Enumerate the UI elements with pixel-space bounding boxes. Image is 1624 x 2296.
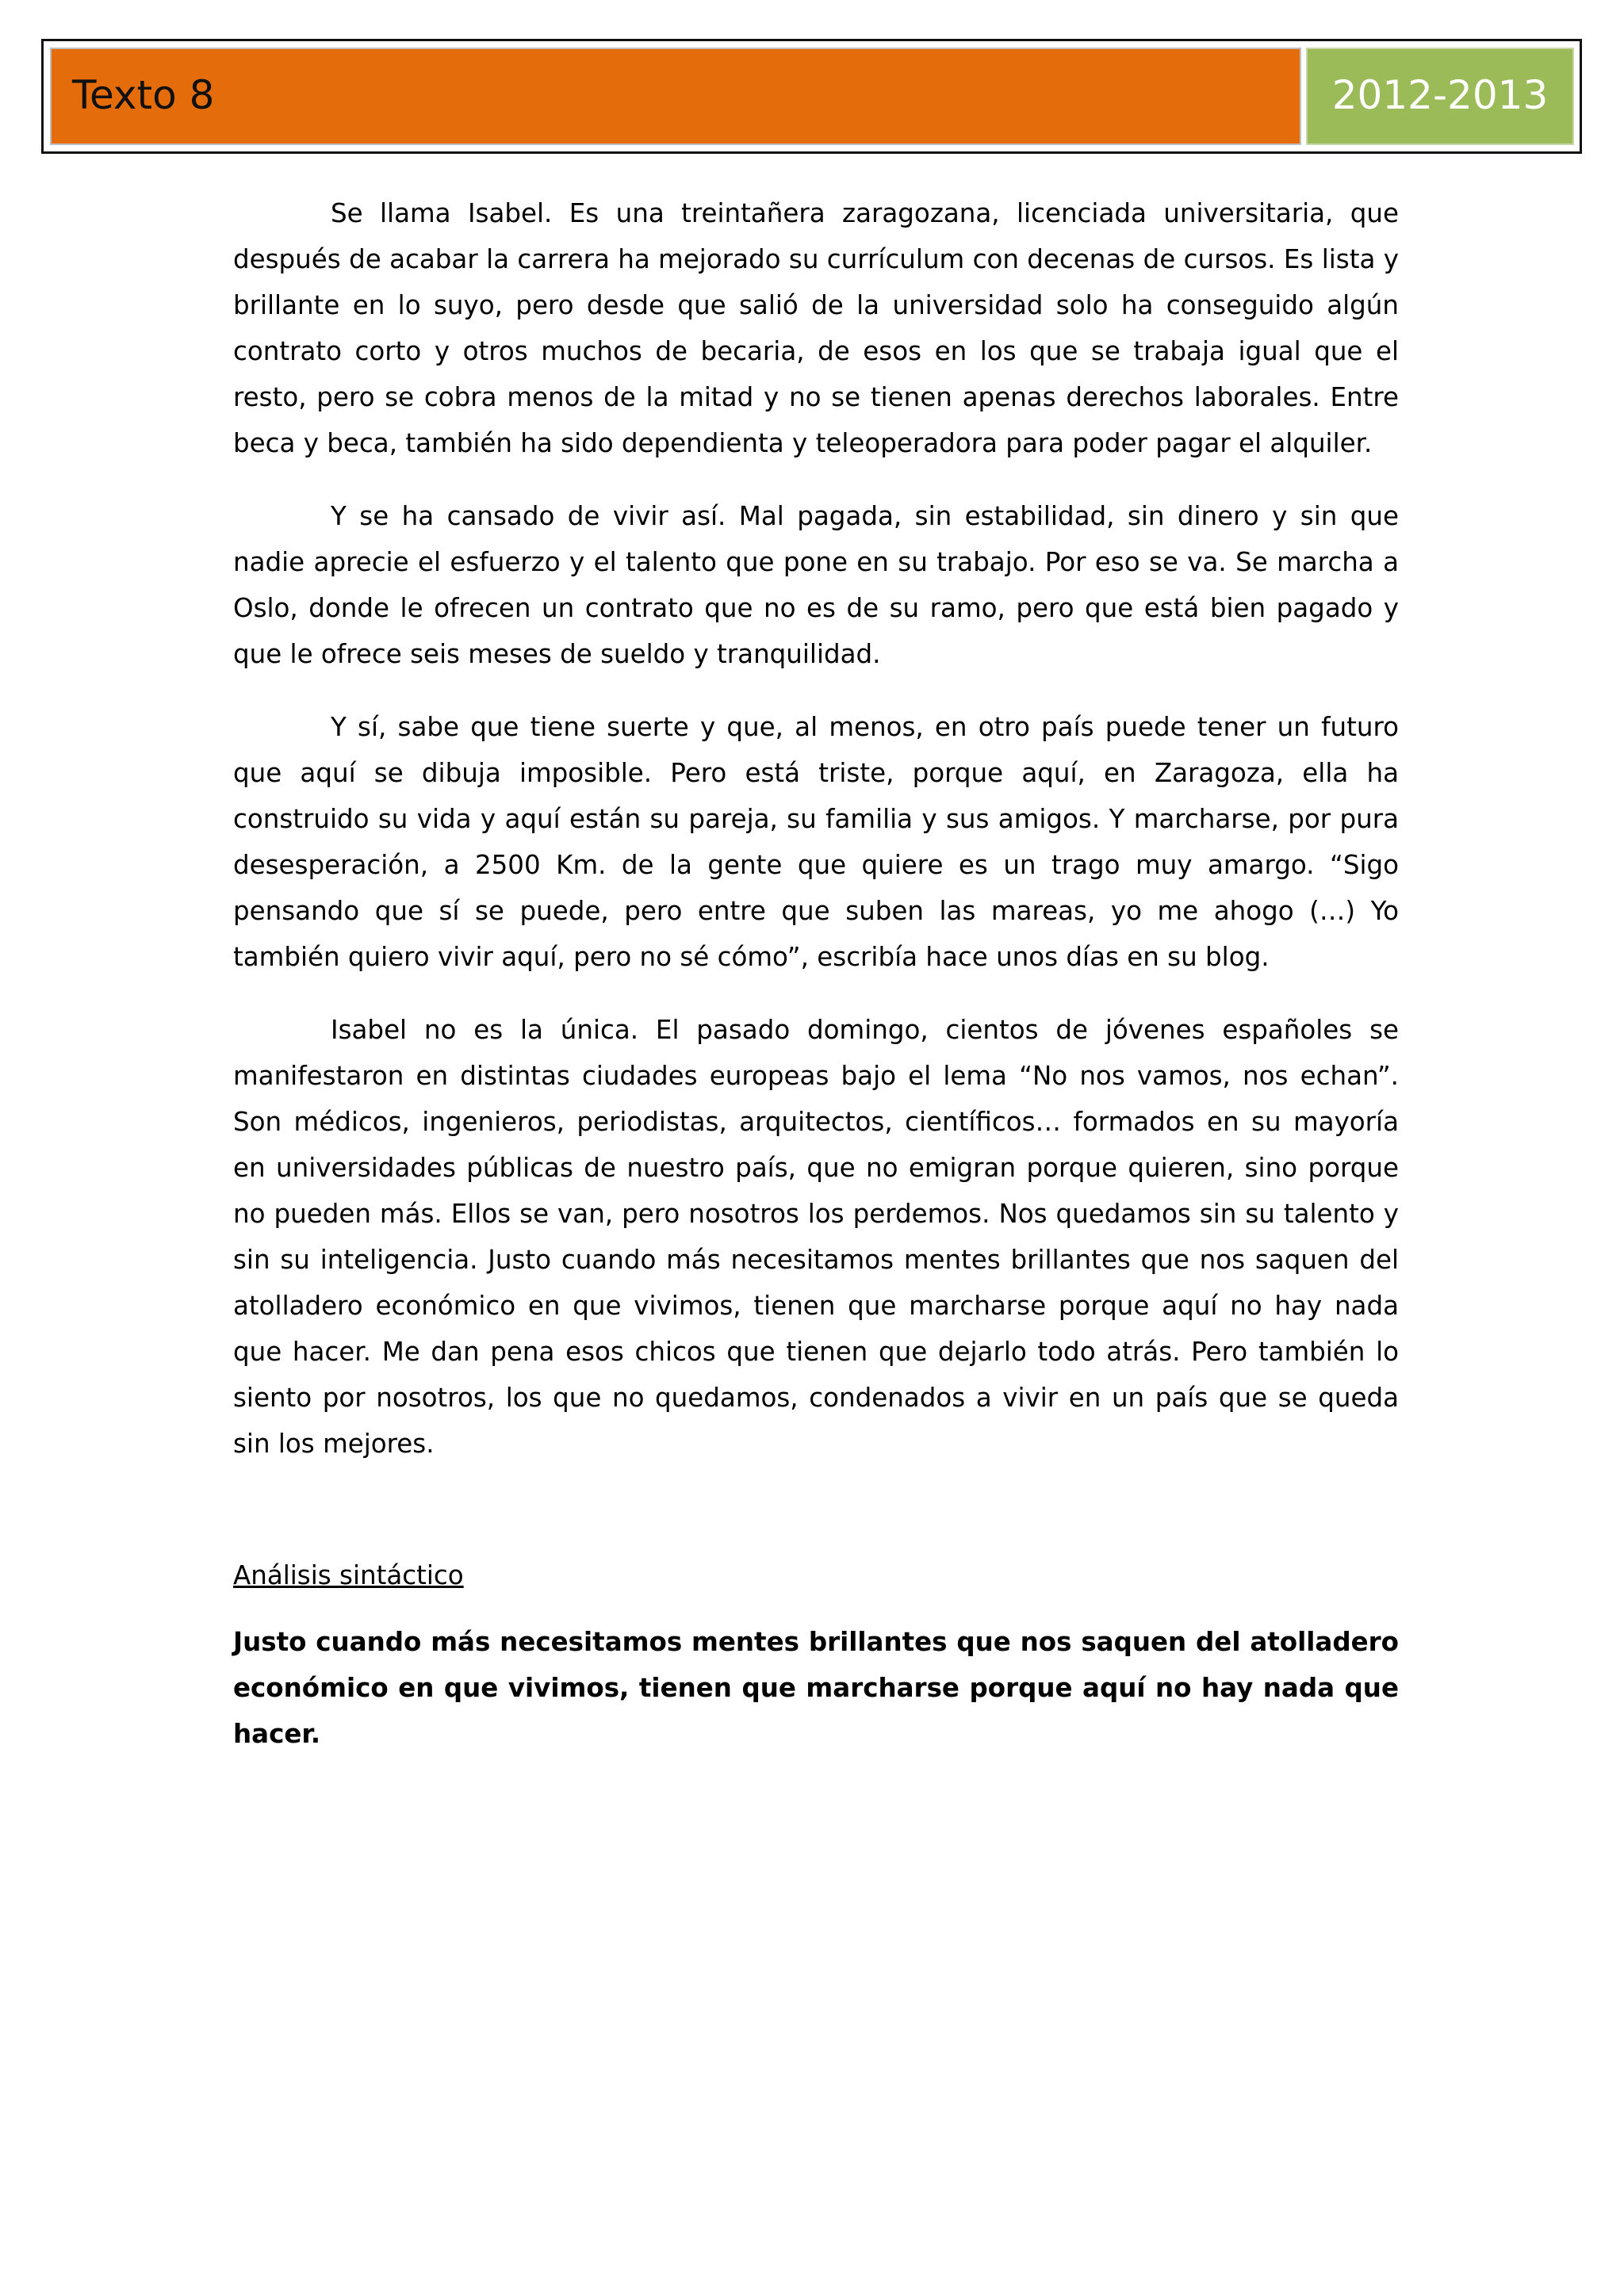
header-title-box — [50, 48, 1301, 145]
paragraph-1: Se llama Isabel. Es una treintañera zaragozana, licenciada universitaria, que después de acabar la carrera ha mejorado su currículum con decenas de cursos. Es lista y brillante en lo suyo, pero desde que salió de la universidad solo ha conseguido algún contrato corto y otros muchos de becaria, de esos en los que se trabaja igual que el resto, pero se cobra menos de la mitad y no se tienen apenas derechos laborales. Entre beca y beca, también ha sido dependienta y teleoperadora para poder pagar el alquiler. — [233, 198, 1399, 458]
document-header — [41, 39, 1582, 154]
analysis-title: Análisis sintáctico — [233, 1560, 464, 1590]
header-year-box — [1306, 48, 1574, 145]
document-body — [233, 190, 1399, 1757]
document-year: 2012-2013 — [1331, 72, 1549, 118]
paragraph-2: Y se ha cansado de vivir así. Mal pagada, sin estabilidad, sin dinero y sin que nadie aprecie el esfuerzo y el talento que pone en su trabajo. Por eso se va. Se marcha a Oslo, donde le ofrecen un contrato que no es de su ramo, pero que está bien pagado y que le ofrece seis meses de sueldo y tranquilidad. — [233, 501, 1399, 669]
analysis-sentence: Justo cuando más necesitamos mentes brillantes que nos saquen del atolladero económico en que vivimos, tienen que marcharse porque aquí no hay nada que hacer. — [233, 1627, 1399, 1749]
paragraph-4: Isabel no es la única. El pasado domingo, cientos de jóvenes españoles se manifestaron en distintas ciudades europeas bajo el lema “No nos vamos, nos echan”. Son médicos, ingenieros, periodistas, arquitectos, científicos… formados en su mayoría en universidades públicas de nuestro país, que no emigran porque quieren, sino porque no pueden más. Ellos se van, pero nosotros los perdemos. Nos quedamos sin su talento y sin su inteligencia. Justo cuando más necesitamos mentes brillantes que nos saquen del atolladero económico en que vivimos, tienen que marcharse porque aquí no hay nada que hacer. Me dan pena esos chicos que tienen que dejarlo todo atrás. Pero también lo siento por nosotros, los que no quedamos, condenados a vivir en un país que se queda sin los mejores. — [233, 1015, 1399, 1459]
paragraph-3: Y sí, sabe que tiene suerte y que, al menos, en otro país puede tener un futuro que aquí se dibuja imposible. Pero está triste, porque aquí, en Zaragoza, ella ha construido su vida y aquí están su pareja, su familia y sus amigos. Y marcharse, por pura desesperación, a 2500 Km. de la gente que quiere es un trago muy amargo. “Sigo pensando que sí se puede, pero entre que suben las mareas, yo me ahogo (…) Yo también quiero vivir aquí, pero no sé cómo”, escribía hace unos días en su blog. — [233, 712, 1399, 972]
document-title: Texto 8 — [72, 72, 215, 118]
